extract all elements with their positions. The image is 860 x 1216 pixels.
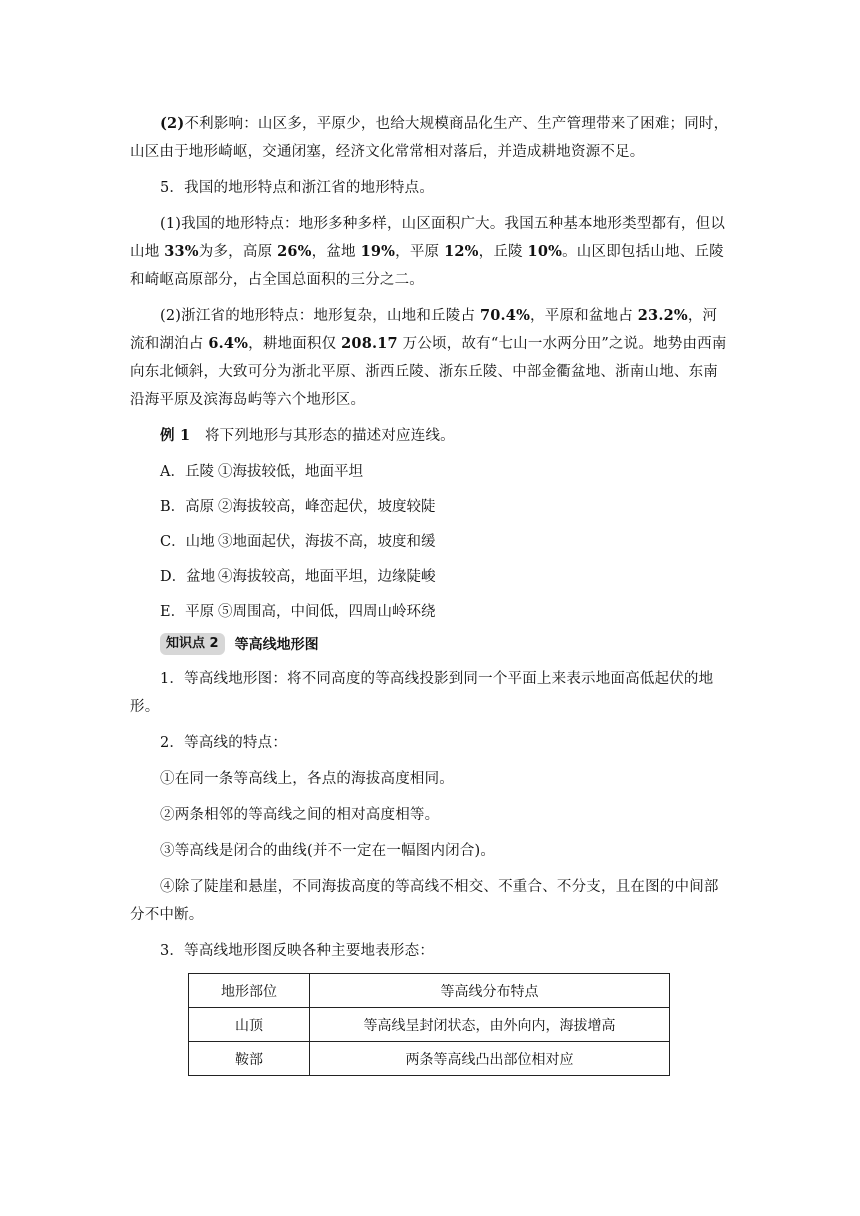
text-segment: ，平原和盆地占 xyxy=(530,308,638,324)
percent-water: 6.4% xyxy=(208,335,249,352)
paragraph-china-terrain xyxy=(130,210,730,294)
option-desc: ③地面起伏，海拔不高，坡度和缓 xyxy=(218,534,436,550)
option-letter: B．高原 xyxy=(160,499,215,515)
text-segment: (2)浙江省的地形特点：地形复杂，山地和丘陵占 xyxy=(160,308,480,324)
item-number: (2) xyxy=(160,115,185,132)
paragraph-negative-impact xyxy=(130,110,730,166)
example-1 xyxy=(130,422,730,450)
option-d xyxy=(160,563,730,591)
option-c xyxy=(160,528,730,556)
table-cell: 山顶 xyxy=(189,1008,310,1042)
paragraph-zhejiang-terrain xyxy=(130,302,730,414)
option-letter: A．丘陵 xyxy=(160,464,214,480)
example-text: 将下列地形与其形态的描述对应连线。 xyxy=(190,428,455,444)
farmland-area: 208.17 xyxy=(341,335,398,352)
percent-plain: 12% xyxy=(444,243,479,260)
text-segment: 。山区即包括山地、丘陵和崎岖高原部分，占全国总面积的三分之二。 xyxy=(130,244,724,288)
table-header: 地形部位 xyxy=(189,974,310,1008)
percent-plain-basin: 23.2% xyxy=(637,307,688,324)
percent-mountain-hills: 70.4% xyxy=(479,307,531,324)
option-desc: ④海拔较高，地面平坦，边缘陡峻 xyxy=(218,569,436,585)
percent-mountain: 33% xyxy=(164,243,199,260)
table-cell: 两条等高线凸出部位相对应 xyxy=(310,1042,670,1076)
option-a xyxy=(160,458,730,486)
table-row xyxy=(189,1008,670,1042)
option-desc: ⑤周围高，中间低，四周山岭环绕 xyxy=(218,604,436,620)
contour-feature-1: ①在同一条等高线上，各点的海拔高度相同。 xyxy=(160,771,454,787)
item-5-heading: 5．我国的地形特点和浙江省的地形特点。 xyxy=(160,180,435,196)
text-segment: ，盆地 xyxy=(311,244,361,260)
landform-contour-table xyxy=(188,973,670,1076)
option-letter: D．盆地 xyxy=(160,569,216,585)
document-content xyxy=(130,110,730,1076)
text-segment: 万公顷，故有“七山一水两分田”之说。地势由西南向东北倾斜，大致可分为浙北平原、浙西丘陵、浙东丘陵、中部金衢盆地、浙南山地、东南沿海平原及滨海岛屿等六个地形区。 xyxy=(130,336,727,408)
option-b xyxy=(160,493,730,521)
table-header-row xyxy=(189,974,670,1008)
table-cell: 等高线呈封闭状态，由外向内，海拔增高 xyxy=(310,1008,670,1042)
text-segment: 为多，高原 xyxy=(198,244,278,260)
knowledge-point-title: 等高线地形图 xyxy=(234,637,319,653)
option-letter: C．山地 xyxy=(160,534,215,550)
knowledge-point-badge: 知识点 2 xyxy=(160,633,225,655)
option-letter: E．平原 xyxy=(160,604,215,620)
option-e xyxy=(160,598,730,626)
text-segment: ，平原 xyxy=(395,244,445,260)
percent-plateau: 26% xyxy=(277,243,312,260)
text-segment: ，河流和湖泊占 xyxy=(130,308,718,352)
contour-feature-4: ④除了陡崖和悬崖，不同海拔高度的等高线不相交、不重合、不分支，且在图的中间部分不中断。 xyxy=(130,879,719,923)
example-label: 例 1 xyxy=(160,427,191,444)
table-row xyxy=(189,1042,670,1076)
contour-feature-2: ②两条相邻的等高线之间的相对高度相等。 xyxy=(160,807,440,823)
contour-features-heading: 2．等高线的特点： xyxy=(160,735,288,751)
table-cell: 鞍部 xyxy=(189,1042,310,1076)
text-segment: ，耕地面积仅 xyxy=(248,336,342,352)
text-segment: ，丘陵 xyxy=(478,244,528,260)
text-segment: (1)我国的地形特点：地形多种多样，山区面积广大。我国五种基本地形类型都有，但以山地 xyxy=(130,216,726,260)
contour-map-definition: 1．等高线地形图：将不同高度的等高线投影到同一个平面上来表示地面高低起伏的地形。 xyxy=(130,671,714,715)
knowledge-point-2-header xyxy=(160,633,730,655)
percent-hills: 10% xyxy=(527,243,563,260)
contour-feature-3: ③等高线是闭合的曲线(并不一定在一幅图内闭合)。 xyxy=(160,843,496,859)
percent-basin: 19% xyxy=(360,243,396,260)
option-desc: ①海拔较低，地面平坦 xyxy=(218,464,363,480)
contour-landforms-heading: 3．等高线地形图反映各种主要地表形态： xyxy=(160,943,435,959)
table-header: 等高线分布特点 xyxy=(310,974,670,1008)
paragraph-text: 不利影响：山区多，平原少，也给大规模商品化生产、生产管理带来了困难；同时，山区由于地形崎岖，交通闭塞，经济文化常常相对落后，并造成耕地资源不足。 xyxy=(130,116,729,160)
option-desc: ②海拔较高，峰峦起伏，坡度较陡 xyxy=(218,499,436,515)
